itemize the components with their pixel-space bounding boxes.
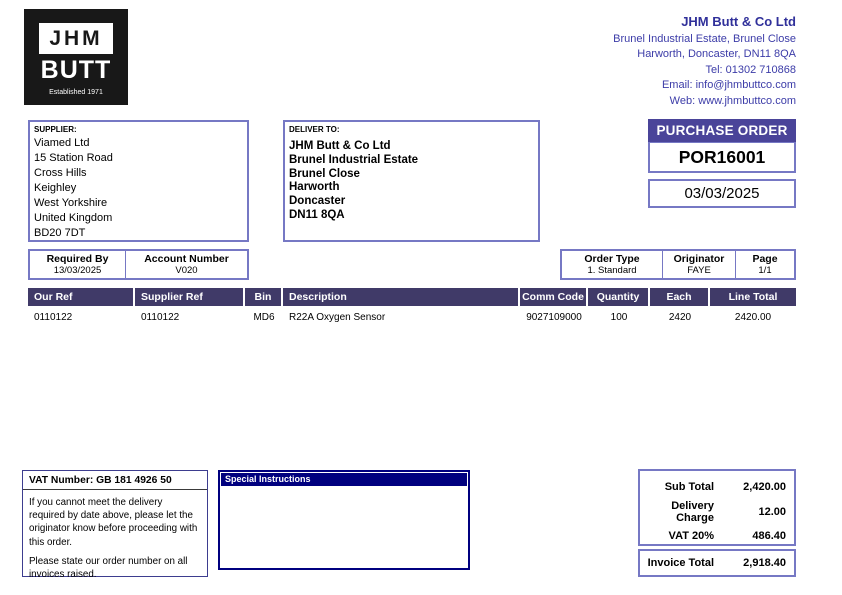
item-each: 2420 <box>668 312 692 323</box>
totals-box <box>638 469 796 546</box>
page-label: Page <box>752 253 778 265</box>
company-address-line1: Brunel Industrial Estate, Brunel Close <box>613 32 796 45</box>
page-value: 1/1 <box>758 265 772 276</box>
supplier-line: Viamed Ltd <box>34 137 90 149</box>
item-line-total: 2420.00 <box>734 312 772 323</box>
originator-cell <box>663 251 736 278</box>
company-name: JHM Butt & Co Ltd <box>681 14 796 29</box>
purchase-order-date: 03/03/2025 <box>648 179 796 208</box>
supplier-label: SUPPLIER: <box>34 125 77 134</box>
company-email: Email: info@jhmbuttco.com <box>661 79 796 91</box>
account-number-value: V020 <box>175 265 198 276</box>
vat-label: VAT 20% <box>668 530 714 543</box>
table-row <box>28 312 796 323</box>
item-supplier-ref: 0110122 <box>141 312 180 323</box>
purchase-order-number: POR16001 <box>648 142 796 173</box>
supplier-box <box>28 120 249 242</box>
delivery-charge-label: Delivery Charge <box>671 499 714 524</box>
invoice-total-label: Invoice Total <box>647 557 714 569</box>
item-our-ref: 0110122 <box>34 312 73 323</box>
order-type-cell <box>562 251 663 278</box>
deliver-to-line: Harworth <box>289 181 340 194</box>
subtotal-label: Sub Total <box>664 481 714 494</box>
supplier-line: 15 Station Road <box>34 152 113 164</box>
vat-row <box>646 524 786 549</box>
subtotal-value: 2,420.00 <box>743 481 786 494</box>
logo-established-text: Established 1971 <box>49 89 103 96</box>
deliver-to-label: DELIVER TO: <box>289 125 340 134</box>
supplier-line: United Kingdom <box>34 212 113 224</box>
order-type-value: 1. Standard <box>587 265 637 276</box>
subtotal-row <box>646 475 786 500</box>
order-type-table <box>560 249 796 280</box>
originator-label: Originator <box>673 253 725 265</box>
order-type-label: Order Type <box>584 253 640 265</box>
company-address-line2: Harworth, Doncaster, DN11 8QA <box>637 48 796 60</box>
delivery-charge-value: 12.00 <box>758 505 786 518</box>
item-quantity: 100 <box>610 312 628 323</box>
delivery-note-paragraph: If you cannot meet the delivery required by date above, please let the originator know before proceeding with this order. <box>29 497 198 548</box>
supplier-line: Keighley <box>34 182 77 194</box>
supplier-line: BD20 7DT <box>34 227 86 239</box>
special-instructions-label: Special Instructions <box>221 473 467 486</box>
invoice-note-paragraph: Please state our order number on all invoices raised. <box>29 555 188 581</box>
logo-jhm-text: JHM <box>39 23 113 54</box>
items-table-header <box>28 288 796 306</box>
deliver-to-box <box>283 120 540 242</box>
invoice-total-row <box>646 551 786 575</box>
column-header-our-ref: Our Ref <box>28 288 135 306</box>
invoice-total-value: 2,918.40 <box>743 557 786 569</box>
column-header-supplier-ref: Supplier Ref <box>135 288 245 306</box>
company-header <box>613 14 796 109</box>
purchase-order-title: PURCHASE ORDER <box>648 119 796 142</box>
invoice-total-box <box>638 549 796 577</box>
required-by-label: Required By <box>46 253 109 265</box>
logo-butt-text: BUTT <box>40 56 112 84</box>
deliver-to-line: JHM Butt & Co Ltd <box>289 140 391 152</box>
item-comm-code: 9027109000 <box>526 312 582 323</box>
column-header-description: Description <box>283 288 520 306</box>
required-account-table <box>28 249 249 280</box>
supplier-line: Cross Hills <box>34 167 87 179</box>
column-header-comm-code: Comm Code <box>520 288 588 306</box>
vat-number: VAT Number: GB 181 4926 50 <box>23 471 207 490</box>
column-header-line-total: Line Total <box>710 288 796 306</box>
special-instructions-box <box>218 470 470 570</box>
deliver-to-line: Doncaster <box>289 195 346 208</box>
deliver-to-line: Brunel Industrial Estate <box>289 153 419 166</box>
delivery-charge-row <box>646 500 786 525</box>
required-by-cell <box>30 251 126 278</box>
required-by-value: 13/03/2025 <box>53 265 102 276</box>
item-description: R22A Oxygen Sensor <box>289 312 386 323</box>
page-cell <box>736 251 794 278</box>
deliver-to-line: DN11 8QA <box>289 208 345 221</box>
company-tel: Tel: 01302 710868 <box>705 63 796 76</box>
supplier-line: West Yorkshire <box>34 197 108 209</box>
company-logo <box>24 9 128 105</box>
column-header-quantity: Quantity <box>588 288 650 306</box>
vat-notes-box <box>22 470 208 581</box>
account-number-label: Account Number <box>144 253 229 265</box>
vat-value: 486.40 <box>752 530 786 543</box>
column-header-each: Each <box>650 288 710 306</box>
purchase-order-block <box>648 119 796 208</box>
account-number-cell <box>126 251 247 278</box>
originator-value: FAYE <box>687 265 711 276</box>
item-bin: MD6 <box>253 312 275 323</box>
deliver-to-line: Brunel Close <box>289 167 360 180</box>
company-web: Web: www.jhmbuttco.com <box>669 94 796 107</box>
column-header-bin: Bin <box>245 288 283 306</box>
